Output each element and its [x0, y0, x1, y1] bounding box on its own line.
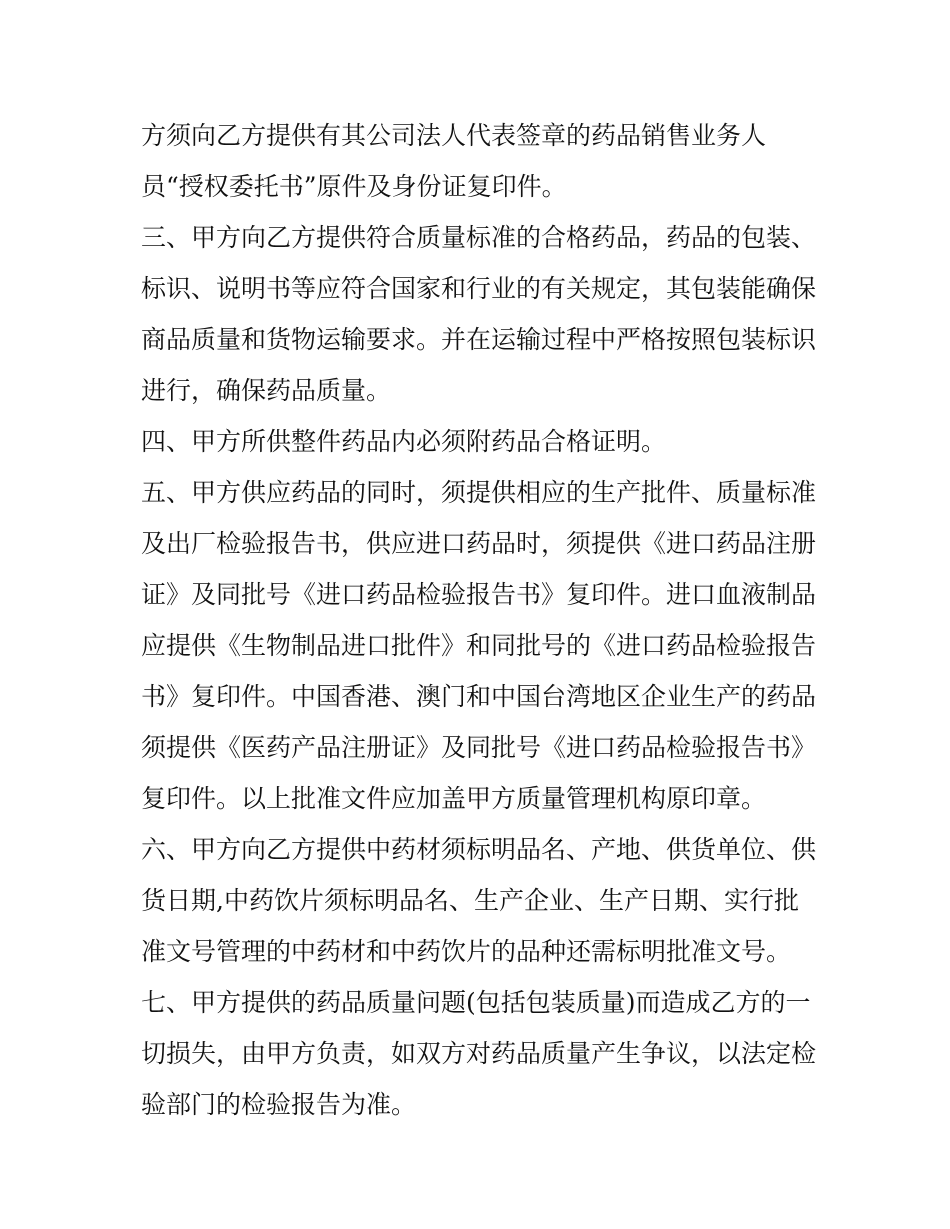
clause-7-line-2: 切损失，由甲方负责，如双方对药品质量产生争议，以法定检: [141, 1039, 817, 1068]
clause-3-line-4: 进行，确保药品质量。: [141, 376, 392, 405]
clause-3-line-1: 三、甲方向乙方提供符合质量标准的合格药品，药品的包装、: [141, 223, 817, 252]
clause-6-line-2: 货日期,中药饮片须标明品名、生产企业、生产日期、实行批: [141, 886, 799, 915]
clause-5-line-2: 及出厂检验报告书，供应进口药品时，须提供《进口药品注册: [141, 529, 817, 558]
clause-3-line-3: 商品质量和货物运输要求。并在运输过程中严格按照包装标识: [141, 325, 817, 354]
clause-6-line-1: 六、甲方向乙方提供中药材须标明品名、产地、供货单位、供: [141, 835, 817, 864]
text-line-1: 方须向乙方提供有其公司法人代表签章的药品销售业务人: [141, 121, 767, 150]
clause-5-line-5: 书》复印件。中国香港、澳门和中国台湾地区企业生产的药品: [141, 682, 817, 711]
clause-5-line-4: 应提供《生物制品进口批件》和同批号的《进口药品检验报告: [141, 631, 817, 660]
clause-5-line-3: 证》及同批号《进口药品检验报告书》复印件。进口血液制品: [141, 580, 817, 609]
clause-5-line-1: 五、甲方供应药品的同时，须提供相应的生产批件、质量标准: [141, 478, 817, 507]
clause-5-line-6: 须提供《医药产品注册证》及同批号《进口药品检验报告书》: [141, 733, 817, 762]
clause-7-line-1: 七、甲方提供的药品质量问题(包括包装质量)而造成乙方的一: [141, 988, 811, 1017]
clause-3-line-2: 标识、说明书等应符合国家和行业的有关规定，其包装能确保: [141, 274, 817, 303]
contract-text-body: [141, 110, 821, 1130]
clause-5-line-7: 复印件。以上批准文件应加盖甲方质量管理机构原印章。: [141, 784, 767, 813]
text-line-2: 员“授权委托书”原件及身份证复印件。: [141, 172, 567, 201]
clause-7-line-3: 验部门的检验报告为准。: [141, 1090, 417, 1119]
clause-6-line-3: 准文号管理的中药材和中药饮片的品种还需标明批准文号。: [141, 937, 792, 966]
clause-4-line-1: 四、甲方所供整件药品内必须附药品合格证明。: [141, 427, 667, 456]
